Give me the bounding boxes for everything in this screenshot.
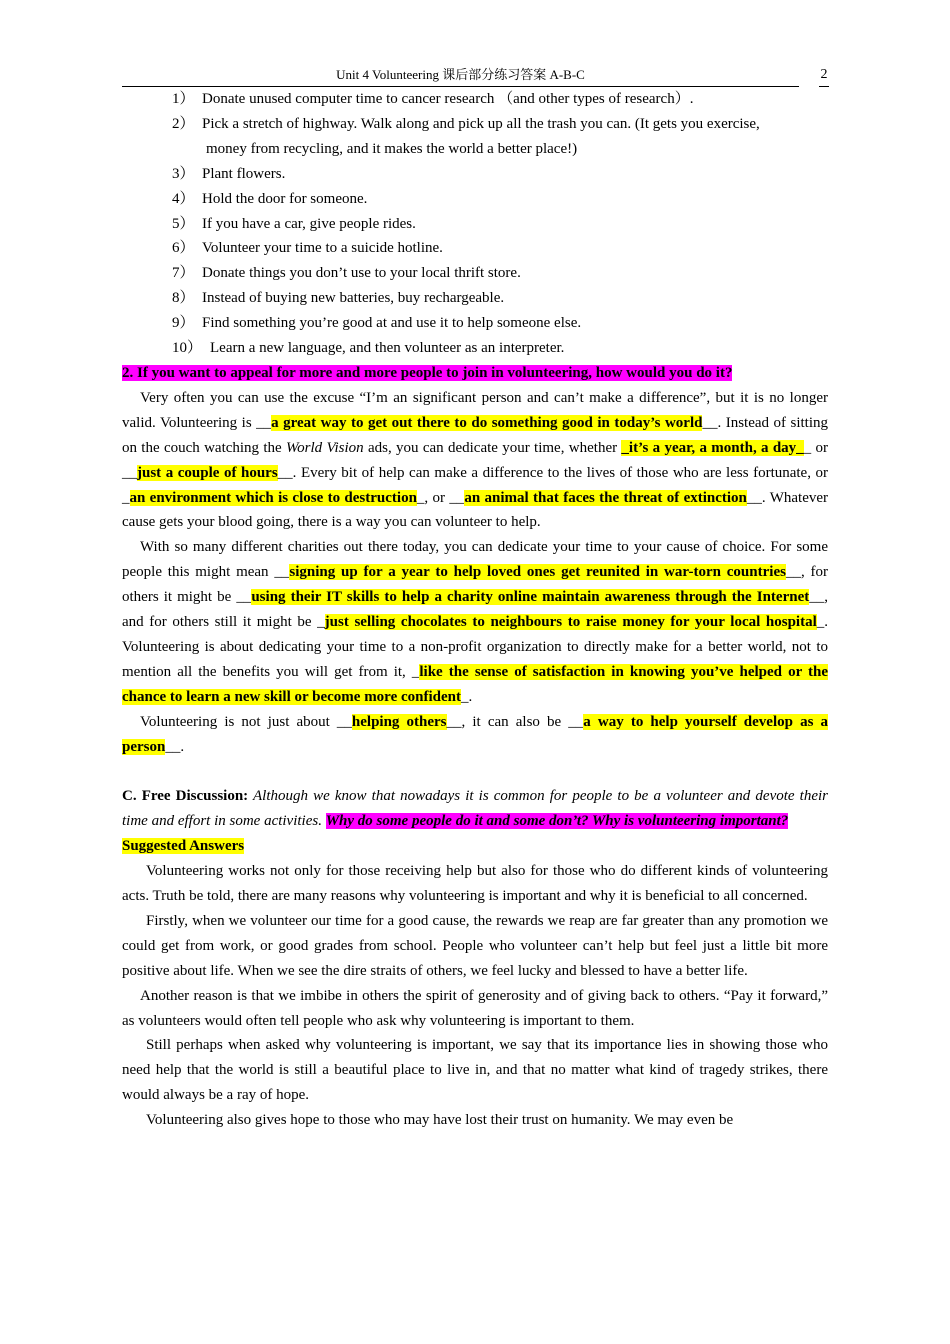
paragraph-q2-1: Very often you can use the excuse “I’m an significant person and can’t make a difference”, but it is no longer valid. Volunteering is __a great way to get out there to do something good in today’s world__. Instead of sitting on the couch watching the World Vision ads, you can dedicate your time, whether _it’s a year, a month, a day__ or __just a couple of hours__. Every bit of help can make a difference to the lives of those who are less fortunate, or _an environment which is close to destruction_, or __an animal that faces the threat of extinction__. Whatever cause gets your blood going, there is a way you can volunteer to help. [122, 389, 828, 531]
list-item [122, 162, 828, 187]
answer-highlight: helping others [351, 713, 447, 730]
answer-highlight: using their IT skills to help a charity online maintain awareness through the Internet [251, 589, 810, 606]
answer-highlight: an environment which is close to destruction [129, 489, 417, 506]
list-number: 3） [172, 165, 195, 182]
list-item [122, 336, 828, 361]
list-number: 5） [172, 215, 195, 232]
page-header [122, 64, 799, 87]
list-item [122, 87, 828, 112]
list-number: 7） [172, 265, 195, 282]
program-title: World Vision [286, 439, 364, 456]
answer-paragraph: Volunteering works not only for those receiving help but also for those who do different kinds of volunteering acts. Truth be told, there are many reasons why volunteering is important and why it is beneficial to all concerned. [122, 863, 828, 904]
answer-highlight: like the sense of satisfaction in knowing you’ve helped or the chance to learn a new skill or become more confident [122, 663, 829, 705]
list-text: Pick a stretch of highway. Walk along and pick up all the trash you can. (It gets you exercise, [202, 115, 760, 132]
answer-highlight: an animal that faces the threat of extinction [464, 489, 747, 506]
answer-paragraph: Firstly, when we volunteer our time for a good cause, the rewards we reap are far greater than any promotion we could get from work, or good grades from school. People who volunteer can’t help but feel just a little bit more positive about life. When we see the dire straits of others, we feel lucky and blessed to have a better life. [122, 912, 828, 979]
list-number: 6） [172, 240, 195, 257]
paragraph-q2-3: Volunteering is not just about __helping others__, it can also be __a way to help yourself develop as a person__. [122, 713, 829, 755]
answer-paragraph: Volunteering also gives hope to those who may have lost their trust on humanity. We may even be [146, 1112, 734, 1129]
document-body [122, 87, 828, 1133]
list-item [122, 236, 828, 261]
answer-highlight: a great way to get out there to do something good in today’s world [271, 414, 703, 431]
spacer [122, 759, 828, 784]
list-item [122, 311, 828, 336]
list-text: Donate unused computer time to cancer research （and other types of research）. [202, 91, 694, 107]
list-number: 2） [172, 115, 195, 132]
list-text: Plant flowers. [202, 165, 286, 182]
list-text: Find something you’re good at and use it to help someone else. [202, 315, 582, 332]
page-number: 2 [819, 64, 829, 87]
list-text: Learn a new language, and then volunteer as an interpreter. [210, 340, 565, 357]
list-item [122, 286, 828, 311]
answer-highlight: _it’s a year, a month, a day_ [621, 439, 804, 456]
list-number: 8） [172, 290, 195, 307]
suggested-answers-heading: Suggested Answers [122, 838, 245, 855]
list-number: 4） [172, 190, 195, 207]
list-text: Hold the door for someone. [202, 190, 368, 207]
ideas-list [122, 87, 828, 361]
list-number: 1） [172, 91, 195, 107]
paragraph-q2-2: With so many different charities out there today, you can dedicate your time to your cause of choice. For some people this might mean __signing up for a year to help loved ones get reunited in war-torn countries__, for others it might be __using their IT skills to help a charity online maintain awareness through the Internet__, and for others still it might be _just selling chocolates to neighbours to raise money for your local hospital_. Volunteering is about dedicating your time to a non-profit organization to directly make for a better world, not to mention all the benefits you will get from it, _like the sense of satisfaction in knowing you’ve helped or the chance to learn a new skill or become more confident_. [122, 539, 829, 705]
answer-highlight: just a couple of hours [137, 464, 278, 481]
list-text: If you have a car, give people rides. [202, 215, 416, 232]
list-number: 10） [172, 340, 203, 357]
list-item [122, 187, 828, 212]
header-title: Unit 4 Volunteering 课后部分练习答案 A-B-C [336, 67, 585, 82]
answer-paragraph: Another reason is that we imbibe in others the spirit of generosity and of giving back to others. “Pay it forward,” as volunteers would often tell people who ask why volunteering is important to them. [122, 987, 828, 1029]
list-item [122, 261, 828, 286]
question-2-heading: 2. If you want to appeal for more and more people to join in volunteering, how would you do it? [122, 364, 733, 381]
answer-highlight: a way to help yourself develop as a person [122, 713, 829, 755]
list-item [122, 212, 828, 237]
answer-highlight: just selling chocolates to neighbours to raise money for your local hospital [324, 614, 817, 631]
section-c-question: Why do some people do it and some don’t? Why is volunteering important? [325, 813, 789, 830]
section-c-label: C. Free Discussion: [122, 788, 249, 805]
list-item [122, 112, 828, 162]
section-c-prompt: C. Free Discussion: Although we know that nowadays it is common for people to be a volunteer and devote their time and effort in some activities. Why do some people do it and some don’t? Why is volunteering important? [122, 788, 828, 830]
list-text: Donate things you don’t use to your local thrift store. [202, 265, 521, 282]
answer-paragraph: Still perhaps when asked why volunteering is important, we say that its importance lies in showing those who need help that the world is still a beautiful place to live in, and that no matter what kind of tragedy strikes, there would always be a ray of hope. [122, 1037, 828, 1104]
list-number: 9） [172, 315, 195, 332]
list-text: Instead of buying new batteries, buy rechargeable. [202, 290, 505, 307]
answer-highlight: signing up for a year to help loved ones get reunited in war-torn countries [289, 564, 786, 581]
list-text-continued: money from recycling, and it makes the world a better place!) [206, 140, 578, 157]
list-text: Volunteer your time to a suicide hotline. [202, 240, 443, 257]
